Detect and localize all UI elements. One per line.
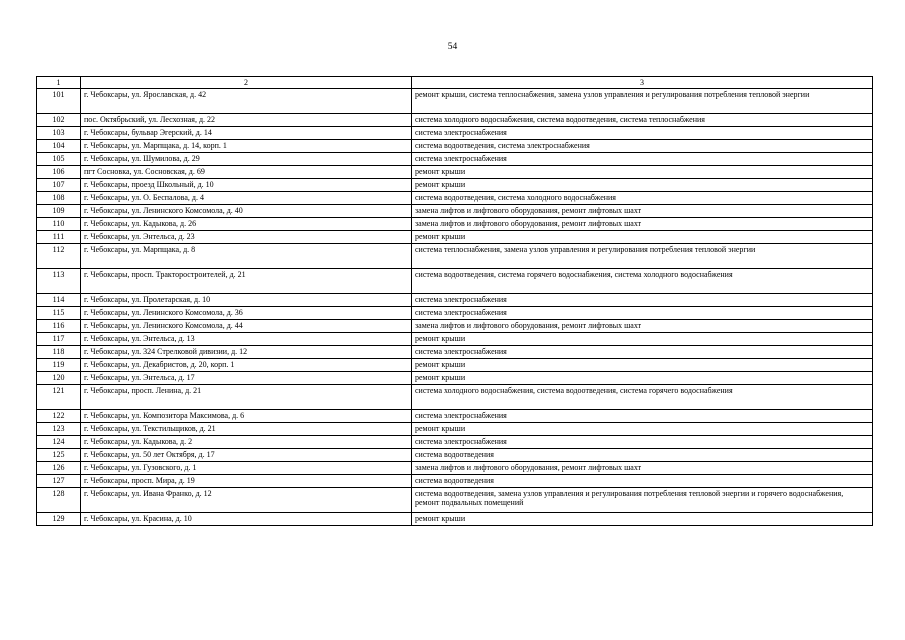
table-row [37,293,873,306]
row-number: 119 [37,358,81,371]
row-address: г. Чебоксары, ул. Кадыкова, д. 2 [81,435,412,448]
row-address: г. Чебоксары, ул. Марпщака, д. 14, корп. 1 [81,139,412,152]
row-number: 112 [37,243,81,268]
row-address: г. Чебоксары, ул. Энтельса, д. 17 [81,371,412,384]
row-works: ремонт крыши [412,422,873,435]
row-address: г. Чебоксары, ул. Энтельса, д. 13 [81,332,412,345]
row-works: система теплоснабжения, замена узлов управления и регулирования потребления тепловой энергии [412,243,873,268]
table-row [37,268,873,293]
row-works: ремонт крыши [412,371,873,384]
row-works: ремонт крыши, система теплоснабжения, замена узлов управления и регулирования потребления тепловой энергии [412,88,873,113]
table-row [37,358,873,371]
row-number: 125 [37,448,81,461]
table-row [37,371,873,384]
row-number: 108 [37,191,81,204]
row-works: замена лифтов и лифтового оборудования, ремонт лифтовых шахт [412,217,873,230]
row-number: 120 [37,371,81,384]
table-row [37,384,873,409]
row-works: система водоотведения [412,474,873,487]
row-number: 127 [37,474,81,487]
table-row [37,448,873,461]
table-row [37,204,873,217]
row-works: система электроснабжения [412,293,873,306]
table-row [37,178,873,191]
row-number: 117 [37,332,81,345]
row-number: 129 [37,512,81,525]
row-number: 123 [37,422,81,435]
table-row [37,139,873,152]
row-works: система холодного водоснабжения, система водоотведения, система горячего водоснабжения [412,384,873,409]
row-address: г. Чебоксары, ул. Композитора Максимова, д. 6 [81,409,412,422]
row-address: г. Чебоксары, ул. О. Беспалова, д. 4 [81,191,412,204]
row-address: г. Чебоксары, ул. Марпщака, д. 8 [81,243,412,268]
table-row [37,422,873,435]
row-number: 128 [37,487,81,512]
row-number: 114 [37,293,81,306]
row-works: замена лифтов и лифтового оборудования, ремонт лифтовых шахт [412,204,873,217]
row-number: 111 [37,230,81,243]
row-address: г. Чебоксары, ул. Текстильщиков, д. 21 [81,422,412,435]
row-address: г. Чебоксары, ул. Энтельса, д. 23 [81,230,412,243]
row-number: 115 [37,306,81,319]
table-row [37,230,873,243]
row-number: 113 [37,268,81,293]
row-address: г. Чебоксары, ул. Кадыкова, д. 26 [81,217,412,230]
row-number: 122 [37,409,81,422]
row-number: 104 [37,139,81,152]
row-address: г. Чебоксары, ул. Гузовского, д. 1 [81,461,412,474]
row-address: г. Чебоксары, ул. Декабристов, д. 20, корп. 1 [81,358,412,371]
table-row [37,409,873,422]
table-row [37,306,873,319]
row-works: замена лифтов и лифтового оборудования, ремонт лифтовых шахт [412,461,873,474]
row-works: система водоотведения, система холодного водоснабжения [412,191,873,204]
row-works: система водоотведения, система электроснабжения [412,139,873,152]
table-row [37,319,873,332]
header-col-2: 2 [81,77,412,89]
row-address: г. Чебоксары, ул. Красина, д. 10 [81,512,412,525]
row-address: пгт Сосновка, ул. Сосновская, д. 69 [81,165,412,178]
row-number: 102 [37,113,81,126]
table-row [37,487,873,512]
row-works: система водоотведения, система горячего водоснабжения, система холодного водоснабжения [412,268,873,293]
row-works: система водоотведения, замена узлов управления и регулирования потребления тепловой энергии и горячего водоснабжения, ремонт подвальных помещений [412,487,873,512]
table-row [37,113,873,126]
row-number: 105 [37,152,81,165]
table-row [37,126,873,139]
row-works: замена лифтов и лифтового оборудования, ремонт лифтовых шахт [412,319,873,332]
row-works: ремонт крыши [412,332,873,345]
row-works: ремонт крыши [412,178,873,191]
row-address: г. Чебоксары, ул. Ленинского Комсомола, д. 44 [81,319,412,332]
row-address: пос. Октябрьский, ул. Лесхозная, д. 22 [81,113,412,126]
row-address: г. Чебоксары, ул. Ярославская, д. 42 [81,88,412,113]
row-works: система электроснабжения [412,306,873,319]
row-address: г. Чебоксары, ул. Ленинского Комсомола, д. 36 [81,306,412,319]
row-works: ремонт крыши [412,358,873,371]
table-header [37,77,873,89]
row-number: 116 [37,319,81,332]
row-address: г. Чебоксары, бульвар Эгерский, д. 14 [81,126,412,139]
row-works: система электроснабжения [412,126,873,139]
row-works: ремонт крыши [412,512,873,525]
table-row [37,474,873,487]
row-works: система холодного водоснабжения, система водоотведения, система теплоснабжения [412,113,873,126]
row-number: 126 [37,461,81,474]
row-number: 103 [37,126,81,139]
row-address: г. Чебоксары, проезд Школьный, д. 10 [81,178,412,191]
row-address: г. Чебоксары, просп. Мира, д. 19 [81,474,412,487]
row-works: система электроснабжения [412,435,873,448]
row-number: 106 [37,165,81,178]
row-number: 110 [37,217,81,230]
repair-table [36,76,873,526]
row-address: г. Чебоксары, просп. Ленина, д. 21 [81,384,412,409]
table-row [37,332,873,345]
table-row [37,191,873,204]
table-row [37,512,873,525]
table-row [37,345,873,358]
row-number: 118 [37,345,81,358]
table-row [37,435,873,448]
row-address: г. Чебоксары, ул. 324 Стрелковой дивизии, д. 12 [81,345,412,358]
row-number: 121 [37,384,81,409]
page-number: 54 [447,42,458,52]
row-address: г. Чебоксары, ул. Ивана Франко, д. 12 [81,487,412,512]
table-body [37,88,873,525]
table-row [37,461,873,474]
table-row [37,152,873,165]
table-row [37,217,873,230]
table-row [37,243,873,268]
row-address: г. Чебоксары, просп. Тракторостроителей, д. 21 [81,268,412,293]
row-works: система электроснабжения [412,409,873,422]
row-address: г. Чебоксары, ул. 50 лет Октября, д. 17 [81,448,412,461]
header-col-3: 3 [412,77,873,89]
row-number: 124 [37,435,81,448]
row-works: система электроснабжения [412,152,873,165]
table-row [37,88,873,113]
row-works: система водоотведения [412,448,873,461]
row-works: ремонт крыши [412,230,873,243]
row-address: г. Чебоксары, ул. Ленинского Комсомола, д. 40 [81,204,412,217]
row-works: система электроснабжения [412,345,873,358]
row-number: 107 [37,178,81,191]
table-row [37,165,873,178]
row-number: 101 [37,88,81,113]
row-address: г. Чебоксары, ул. Шумилова, д. 29 [81,152,412,165]
row-number: 109 [37,204,81,217]
row-works: ремонт крыши [412,165,873,178]
header-col-1: 1 [37,77,81,89]
row-address: г. Чебоксары, ул. Пролетарская, д. 10 [81,293,412,306]
